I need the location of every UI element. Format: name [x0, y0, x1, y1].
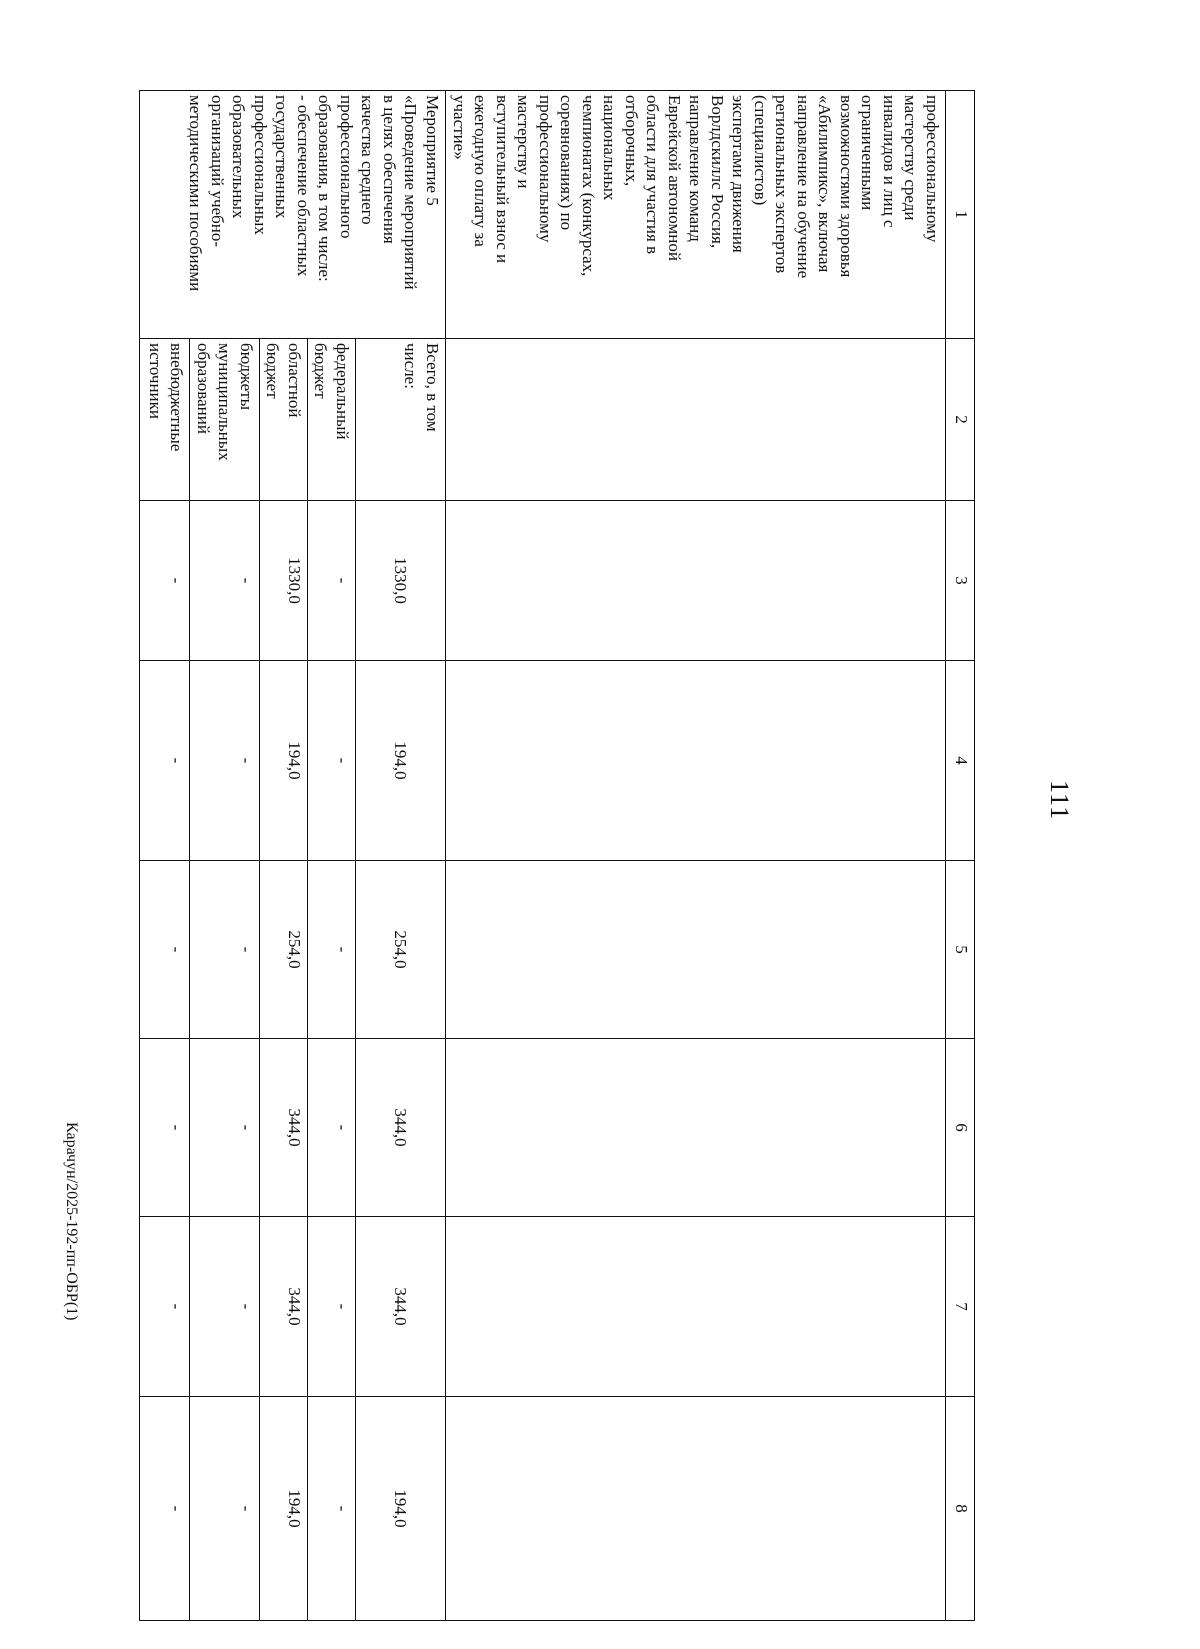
value-cell: 344,0: [260, 1217, 308, 1397]
value-cell: -: [308, 1217, 356, 1397]
header-col-2: 2: [946, 339, 975, 501]
value-cell: -: [190, 661, 260, 861]
empty-cell: [446, 1039, 946, 1217]
header-col-1: 1: [946, 91, 975, 339]
value-cell: 1330,0: [260, 501, 308, 661]
value-cell: -: [190, 861, 260, 1039]
value-cell: -: [140, 1039, 190, 1217]
value-cell: 194,0: [356, 661, 446, 861]
value-cell: -: [140, 501, 190, 661]
value-cell: -: [140, 661, 190, 861]
header-col-5: 5: [946, 861, 975, 1039]
value-cell: -: [308, 1039, 356, 1217]
value-cell: 194,0: [260, 1397, 308, 1621]
header-col-4: 4: [946, 661, 975, 861]
empty-cell: [446, 1217, 946, 1397]
value-cell: -: [190, 501, 260, 661]
value-cell: -: [190, 1039, 260, 1217]
header-col-7: 7: [946, 1217, 975, 1397]
header-row: [946, 91, 975, 1621]
table-row-total: [356, 91, 446, 1621]
header-col-6: 6: [946, 1039, 975, 1217]
value-cell: -: [140, 1217, 190, 1397]
value-cell: -: [140, 861, 190, 1039]
empty-cell: [446, 861, 946, 1039]
value-cell: -: [308, 661, 356, 861]
funding-source: областной бюджет: [260, 339, 308, 501]
value-cell: -: [308, 501, 356, 661]
value-cell: 254,0: [356, 861, 446, 1039]
funding-source: внебюджетные источники: [140, 339, 190, 501]
value-cell: 344,0: [356, 1039, 446, 1217]
value-cell: -: [308, 861, 356, 1039]
document-footer-code: Карачун/2025-192-пп-ОБР(1): [63, 1122, 80, 1321]
header-col-3: 3: [946, 501, 975, 661]
header-col-8: 8: [946, 1397, 975, 1621]
value-cell: 254,0: [260, 861, 308, 1039]
value-cell: 344,0: [260, 1039, 308, 1217]
empty-cell: [446, 1397, 946, 1621]
value-cell: 1330,0: [356, 501, 446, 661]
empty-cell: [446, 501, 946, 661]
value-cell: -: [140, 1397, 190, 1621]
empty-cell: [446, 339, 946, 501]
measure-5-text: Мероприятие 5 «Проведение мероприятий в целях обеспечения качества среднего профессионального образования, в том числе: - обеспечение областных государственных профессиональных образовательных организаций учебно- методическими пособиями: [140, 91, 446, 339]
value-cell: -: [190, 1397, 260, 1621]
funding-source: федеральный бюджет: [308, 339, 356, 501]
budget-table: [140, 90, 976, 1621]
page-number: 111: [1045, 780, 1074, 821]
value-cell: -: [308, 1397, 356, 1621]
value-cell: 344,0: [356, 1217, 446, 1397]
value-cell: -: [190, 1217, 260, 1397]
funding-source: Всего, в том числе:: [356, 339, 446, 501]
continued-measure-text: профессиональному мастерству среди инвалидов и лиц с ограниченными возможностями здоровья «Абилимпикс», включая направление на обучение региональных экспертов (специалистов) экспертами движения Ворлдскиллс Россия, направление команд Еврейской автономной области для участия в отборочных, национальных чемпионатах (конкурсах, соревнованиях) по профессиональному мастерству и вступительный взнос и ежегодную оплату за участие»: [446, 91, 946, 339]
value-cell: 194,0: [356, 1397, 446, 1621]
value-cell: 194,0: [260, 661, 308, 861]
continued-row: [446, 91, 946, 1621]
funding-source: бюджеты муниципальных образований: [190, 339, 260, 501]
empty-cell: [446, 661, 946, 861]
